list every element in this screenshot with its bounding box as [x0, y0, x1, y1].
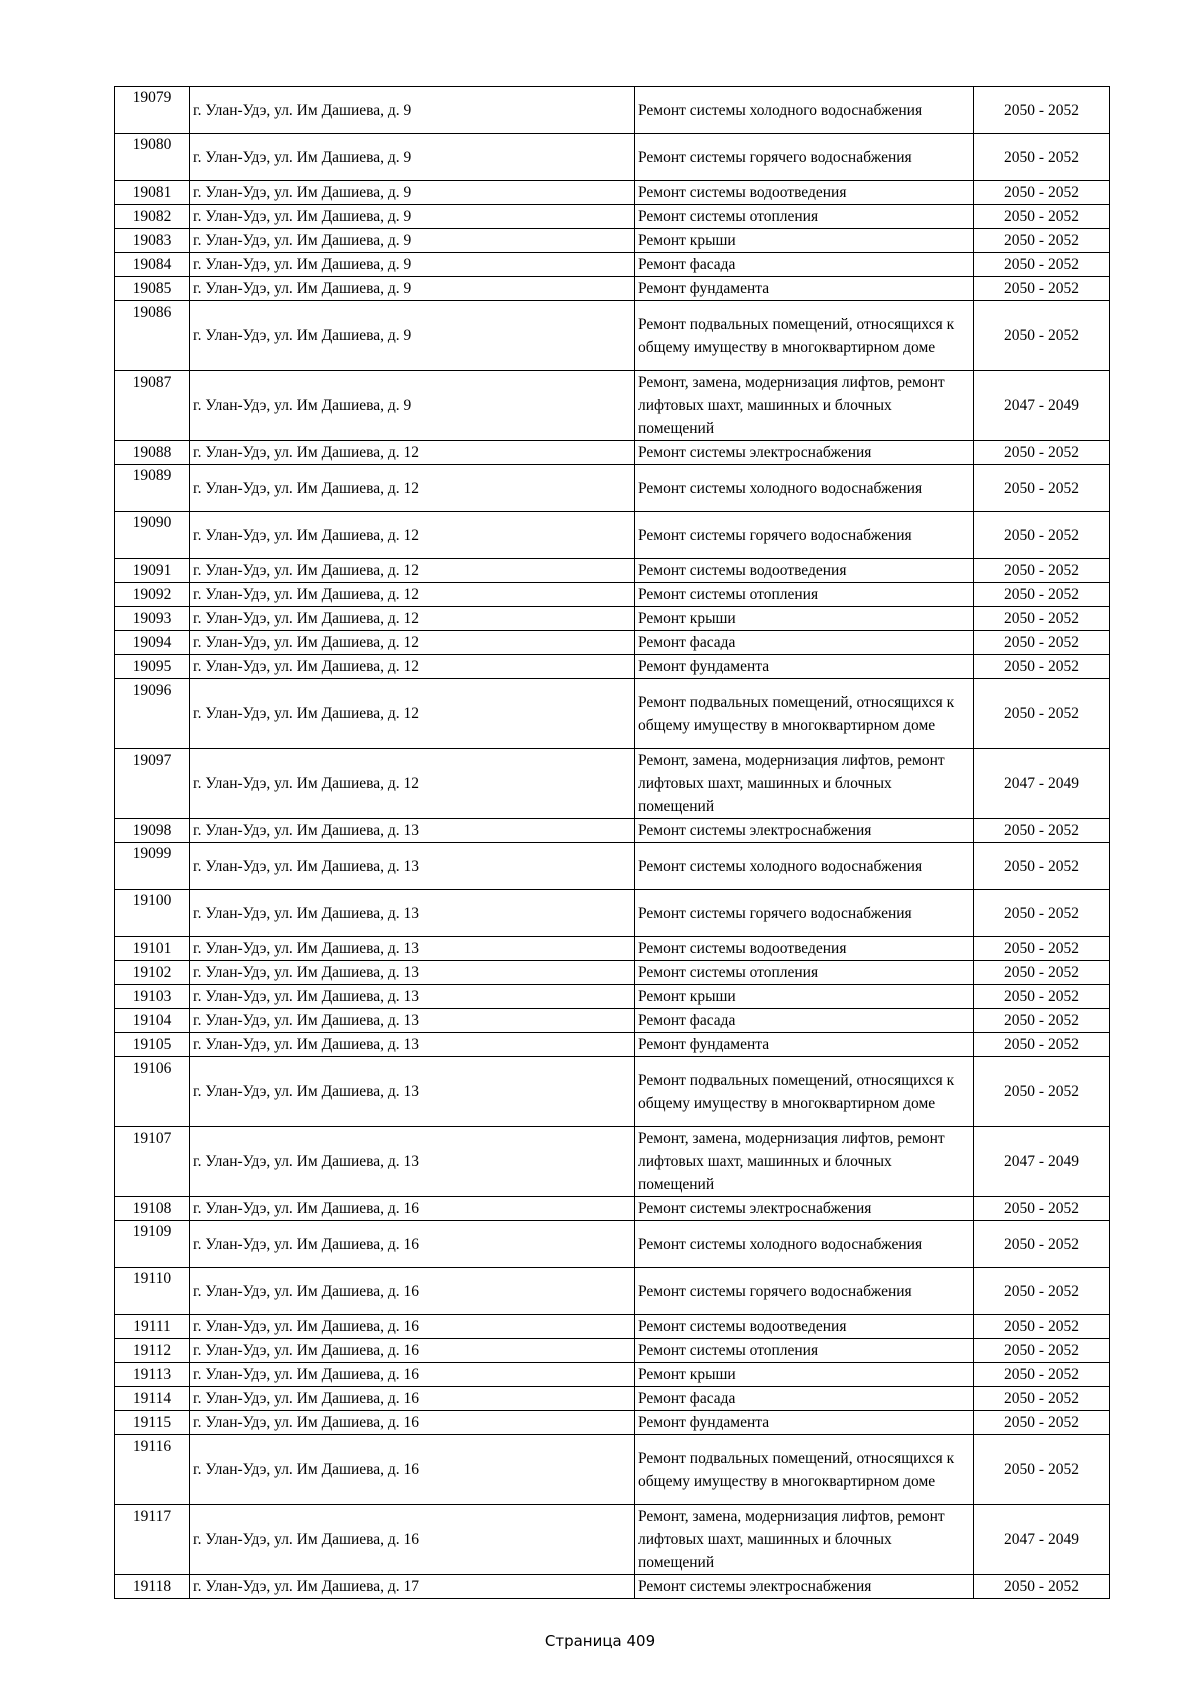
- table-row: [115, 1221, 1110, 1268]
- period-cell: 2050 - 2052: [974, 1575, 1110, 1599]
- work-type-cell: Ремонт крыши: [635, 1363, 974, 1387]
- work-type-cell: Ремонт системы электроснабжения: [635, 1575, 974, 1599]
- address-cell: г. Улан-Удэ, ул. Им Дашиева, д. 13: [190, 961, 635, 985]
- period-cell: 2050 - 2052: [974, 512, 1110, 559]
- period-cell: 2050 - 2052: [974, 134, 1110, 181]
- page-number: Страница 409: [544, 1632, 656, 1650]
- table-row: [115, 1009, 1110, 1033]
- row-id-cell: 19107: [115, 1127, 190, 1197]
- period-cell: 2050 - 2052: [974, 1197, 1110, 1221]
- row-id-cell: 19091: [115, 559, 190, 583]
- table-row: [115, 441, 1110, 465]
- table-row: [115, 301, 1110, 371]
- table-row: [115, 559, 1110, 583]
- row-id-cell: 19115: [115, 1411, 190, 1435]
- work-type-cell: Ремонт системы горячего водоснабжения: [635, 1268, 974, 1315]
- period-cell: 2050 - 2052: [974, 277, 1110, 301]
- address-cell: г. Улан-Удэ, ул. Им Дашиева, д. 13: [190, 1033, 635, 1057]
- work-type-cell: Ремонт системы водоотведения: [635, 181, 974, 205]
- table-row: [115, 890, 1110, 937]
- table-row: [115, 607, 1110, 631]
- period-cell: 2050 - 2052: [974, 843, 1110, 890]
- address-cell: г. Улан-Удэ, ул. Им Дашиева, д. 13: [190, 1009, 635, 1033]
- table-row: [115, 1197, 1110, 1221]
- table-row: [115, 749, 1110, 819]
- table-row: [115, 1033, 1110, 1057]
- period-cell: 2050 - 2052: [974, 631, 1110, 655]
- address-cell: г. Улан-Удэ, ул. Им Дашиева, д. 16: [190, 1411, 635, 1435]
- table-row: [115, 229, 1110, 253]
- address-cell: г. Улан-Удэ, ул. Им Дашиева, д. 16: [190, 1197, 635, 1221]
- period-cell: 2050 - 2052: [974, 559, 1110, 583]
- work-type-cell: Ремонт системы отопления: [635, 1339, 974, 1363]
- row-id-cell: 19111: [115, 1315, 190, 1339]
- row-id-cell: 19101: [115, 937, 190, 961]
- address-cell: г. Улан-Удэ, ул. Им Дашиева, д. 9: [190, 277, 635, 301]
- period-cell: 2047 - 2049: [974, 749, 1110, 819]
- work-type-cell: Ремонт системы водоотведения: [635, 559, 974, 583]
- table-row: [115, 937, 1110, 961]
- row-id-cell: 19104: [115, 1009, 190, 1033]
- table-row: [115, 1339, 1110, 1363]
- address-cell: г. Улан-Удэ, ул. Им Дашиева, д. 9: [190, 301, 635, 371]
- row-id-cell: 19089: [115, 465, 190, 512]
- work-type-cell: Ремонт системы горячего водоснабжения: [635, 134, 974, 181]
- table-row: [115, 961, 1110, 985]
- table-row: [115, 1315, 1110, 1339]
- row-id-cell: 19097: [115, 749, 190, 819]
- period-cell: 2050 - 2052: [974, 1411, 1110, 1435]
- table-row: [115, 1268, 1110, 1315]
- row-id-cell: 19092: [115, 583, 190, 607]
- period-cell: 2050 - 2052: [974, 441, 1110, 465]
- period-cell: 2050 - 2052: [974, 465, 1110, 512]
- row-id-cell: 19113: [115, 1363, 190, 1387]
- row-id-cell: 19103: [115, 985, 190, 1009]
- work-type-cell: Ремонт системы холодного водоснабжения: [635, 1221, 974, 1268]
- table-row: [115, 512, 1110, 559]
- address-cell: г. Улан-Удэ, ул. Им Дашиева, д. 16: [190, 1505, 635, 1575]
- work-type-cell: Ремонт подвальных помещений, относящихся к общему имуществу в многоквартирном доме: [635, 1057, 974, 1127]
- row-id-cell: 19088: [115, 441, 190, 465]
- table-row: [115, 1363, 1110, 1387]
- address-cell: г. Улан-Удэ, ул. Им Дашиева, д. 16: [190, 1221, 635, 1268]
- period-cell: 2050 - 2052: [974, 583, 1110, 607]
- address-cell: г. Улан-Удэ, ул. Им Дашиева, д. 13: [190, 890, 635, 937]
- row-id-cell: 19099: [115, 843, 190, 890]
- work-type-cell: Ремонт системы отопления: [635, 205, 974, 229]
- period-cell: 2050 - 2052: [974, 1033, 1110, 1057]
- address-cell: г. Улан-Удэ, ул. Им Дашиева, д. 12: [190, 679, 635, 749]
- period-cell: 2050 - 2052: [974, 1315, 1110, 1339]
- row-id-cell: 19112: [115, 1339, 190, 1363]
- address-cell: г. Улан-Удэ, ул. Им Дашиева, д. 12: [190, 583, 635, 607]
- row-id-cell: 19083: [115, 229, 190, 253]
- address-cell: г. Улан-Удэ, ул. Им Дашиева, д. 12: [190, 559, 635, 583]
- table-row: [115, 985, 1110, 1009]
- address-cell: г. Улан-Удэ, ул. Им Дашиева, д. 13: [190, 819, 635, 843]
- address-cell: г. Улан-Удэ, ул. Им Дашиева, д. 13: [190, 1057, 635, 1127]
- period-cell: 2047 - 2049: [974, 1127, 1110, 1197]
- address-cell: г. Улан-Удэ, ул. Им Дашиева, д. 16: [190, 1315, 635, 1339]
- work-type-cell: Ремонт системы отопления: [635, 583, 974, 607]
- period-cell: 2047 - 2049: [974, 1505, 1110, 1575]
- table-row: [115, 87, 1110, 134]
- period-cell: 2050 - 2052: [974, 87, 1110, 134]
- work-type-cell: Ремонт фундамента: [635, 1033, 974, 1057]
- row-id-cell: 19096: [115, 679, 190, 749]
- address-cell: г. Улан-Удэ, ул. Им Дашиева, д. 16: [190, 1435, 635, 1505]
- address-cell: г. Улан-Удэ, ул. Им Дашиева, д. 12: [190, 655, 635, 679]
- period-cell: 2050 - 2052: [974, 205, 1110, 229]
- row-id-cell: 19105: [115, 1033, 190, 1057]
- table-row: [115, 371, 1110, 441]
- period-cell: 2050 - 2052: [974, 1268, 1110, 1315]
- row-id-cell: 19082: [115, 205, 190, 229]
- address-cell: г. Улан-Удэ, ул. Им Дашиева, д. 12: [190, 749, 635, 819]
- row-id-cell: 19098: [115, 819, 190, 843]
- address-cell: г. Улан-Удэ, ул. Им Дашиева, д. 16: [190, 1363, 635, 1387]
- row-id-cell: 19081: [115, 181, 190, 205]
- period-cell: 2050 - 2052: [974, 181, 1110, 205]
- period-cell: 2050 - 2052: [974, 937, 1110, 961]
- row-id-cell: 19080: [115, 134, 190, 181]
- row-id-cell: 19106: [115, 1057, 190, 1127]
- period-cell: 2050 - 2052: [974, 655, 1110, 679]
- address-cell: г. Улан-Удэ, ул. Им Дашиева, д. 13: [190, 843, 635, 890]
- work-type-cell: Ремонт системы холодного водоснабжения: [635, 843, 974, 890]
- row-id-cell: 19090: [115, 512, 190, 559]
- table-row: [115, 465, 1110, 512]
- period-cell: 2050 - 2052: [974, 961, 1110, 985]
- address-cell: г. Улан-Удэ, ул. Им Дашиева, д. 16: [190, 1387, 635, 1411]
- work-type-cell: Ремонт, замена, модернизация лифтов, ремонт лифтовых шахт, машинных и блочных помещений: [635, 1127, 974, 1197]
- table-row: [115, 655, 1110, 679]
- row-id-cell: 19095: [115, 655, 190, 679]
- row-id-cell: 19086: [115, 301, 190, 371]
- address-cell: г. Улан-Удэ, ул. Им Дашиева, д. 9: [190, 371, 635, 441]
- period-cell: 2050 - 2052: [974, 1009, 1110, 1033]
- row-id-cell: 19094: [115, 631, 190, 655]
- address-cell: г. Улан-Удэ, ул. Им Дашиева, д. 16: [190, 1268, 635, 1315]
- work-type-cell: Ремонт подвальных помещений, относящихся к общему имуществу в многоквартирном доме: [635, 679, 974, 749]
- work-register-table: [114, 86, 1110, 1599]
- row-id-cell: 19079: [115, 87, 190, 134]
- row-id-cell: 19087: [115, 371, 190, 441]
- period-cell: 2050 - 2052: [974, 679, 1110, 749]
- address-cell: г. Улан-Удэ, ул. Им Дашиева, д. 16: [190, 1339, 635, 1363]
- address-cell: г. Улан-Удэ, ул. Им Дашиева, д. 12: [190, 607, 635, 631]
- address-cell: г. Улан-Удэ, ул. Им Дашиева, д. 9: [190, 205, 635, 229]
- address-cell: г. Улан-Удэ, ул. Им Дашиева, д. 9: [190, 253, 635, 277]
- work-type-cell: Ремонт системы электроснабжения: [635, 441, 974, 465]
- work-register-body: [115, 87, 1110, 1599]
- address-cell: г. Улан-Удэ, ул. Им Дашиева, д. 13: [190, 985, 635, 1009]
- table-row: [115, 843, 1110, 890]
- period-cell: 2050 - 2052: [974, 607, 1110, 631]
- table-row: [115, 631, 1110, 655]
- work-type-cell: Ремонт, замена, модернизация лифтов, ремонт лифтовых шахт, машинных и блочных помещений: [635, 371, 974, 441]
- table-row: [115, 1057, 1110, 1127]
- work-type-cell: Ремонт подвальных помещений, относящихся к общему имуществу в многоквартирном доме: [635, 1435, 974, 1505]
- row-id-cell: 19084: [115, 253, 190, 277]
- work-type-cell: Ремонт фасада: [635, 1387, 974, 1411]
- table-row: [115, 1575, 1110, 1599]
- period-cell: 2050 - 2052: [974, 1435, 1110, 1505]
- row-id-cell: 19110: [115, 1268, 190, 1315]
- address-cell: г. Улан-Удэ, ул. Им Дашиева, д. 12: [190, 441, 635, 465]
- period-cell: 2047 - 2049: [974, 371, 1110, 441]
- address-cell: г. Улан-Удэ, ул. Им Дашиева, д. 9: [190, 229, 635, 253]
- period-cell: 2050 - 2052: [974, 1363, 1110, 1387]
- row-id-cell: 19109: [115, 1221, 190, 1268]
- row-id-cell: 19116: [115, 1435, 190, 1505]
- row-id-cell: 19114: [115, 1387, 190, 1411]
- work-type-cell: Ремонт системы горячего водоснабжения: [635, 890, 974, 937]
- row-id-cell: 19100: [115, 890, 190, 937]
- period-cell: 2050 - 2052: [974, 819, 1110, 843]
- address-cell: г. Улан-Удэ, ул. Им Дашиева, д. 13: [190, 937, 635, 961]
- work-type-cell: Ремонт фасада: [635, 1009, 974, 1033]
- table-row: [115, 1127, 1110, 1197]
- address-cell: г. Улан-Удэ, ул. Им Дашиева, д. 9: [190, 87, 635, 134]
- work-type-cell: Ремонт, замена, модернизация лифтов, ремонт лифтовых шахт, машинных и блочных помещений: [635, 749, 974, 819]
- address-cell: г. Улан-Удэ, ул. Им Дашиева, д. 13: [190, 1127, 635, 1197]
- period-cell: 2050 - 2052: [974, 1387, 1110, 1411]
- period-cell: 2050 - 2052: [974, 229, 1110, 253]
- table-row: [115, 1435, 1110, 1505]
- work-type-cell: Ремонт крыши: [635, 607, 974, 631]
- address-cell: г. Улан-Удэ, ул. Им Дашиева, д. 9: [190, 181, 635, 205]
- work-type-cell: Ремонт крыши: [635, 985, 974, 1009]
- work-type-cell: Ремонт фундамента: [635, 1411, 974, 1435]
- row-id-cell: 19093: [115, 607, 190, 631]
- row-id-cell: 19117: [115, 1505, 190, 1575]
- work-type-cell: Ремонт системы водоотведения: [635, 1315, 974, 1339]
- work-type-cell: Ремонт, замена, модернизация лифтов, ремонт лифтовых шахт, машинных и блочных помещений: [635, 1505, 974, 1575]
- work-type-cell: Ремонт подвальных помещений, относящихся к общему имуществу в многоквартирном доме: [635, 301, 974, 371]
- table-row: [115, 1505, 1110, 1575]
- table-row: [115, 583, 1110, 607]
- row-id-cell: 19118: [115, 1575, 190, 1599]
- address-cell: г. Улан-Удэ, ул. Им Дашиева, д. 12: [190, 465, 635, 512]
- work-type-cell: Ремонт системы холодного водоснабжения: [635, 465, 974, 512]
- row-id-cell: 19108: [115, 1197, 190, 1221]
- work-type-cell: Ремонт фасада: [635, 253, 974, 277]
- work-type-cell: Ремонт крыши: [635, 229, 974, 253]
- table-row: [115, 181, 1110, 205]
- table-row: [115, 134, 1110, 181]
- work-type-cell: Ремонт системы электроснабжения: [635, 1197, 974, 1221]
- period-cell: 2050 - 2052: [974, 301, 1110, 371]
- table-row: [115, 253, 1110, 277]
- table-row: [115, 205, 1110, 229]
- table-row: [115, 819, 1110, 843]
- address-cell: г. Улан-Удэ, ул. Им Дашиева, д. 17: [190, 1575, 635, 1599]
- address-cell: г. Улан-Удэ, ул. Им Дашиева, д. 9: [190, 134, 635, 181]
- work-type-cell: Ремонт системы горячего водоснабжения: [635, 512, 974, 559]
- period-cell: 2050 - 2052: [974, 1057, 1110, 1127]
- work-type-cell: Ремонт фасада: [635, 631, 974, 655]
- table-row: [115, 277, 1110, 301]
- work-type-cell: Ремонт системы отопления: [635, 961, 974, 985]
- work-type-cell: Ремонт фундамента: [635, 655, 974, 679]
- work-type-cell: Ремонт системы электроснабжения: [635, 819, 974, 843]
- address-cell: г. Улан-Удэ, ул. Им Дашиева, д. 12: [190, 512, 635, 559]
- work-type-cell: Ремонт системы водоотведения: [635, 937, 974, 961]
- period-cell: 2050 - 2052: [974, 985, 1110, 1009]
- row-id-cell: 19102: [115, 961, 190, 985]
- work-type-cell: Ремонт системы холодного водоснабжения: [635, 87, 974, 134]
- period-cell: 2050 - 2052: [974, 890, 1110, 937]
- period-cell: 2050 - 2052: [974, 253, 1110, 277]
- table-row: [115, 1411, 1110, 1435]
- table-row: [115, 1387, 1110, 1411]
- row-id-cell: 19085: [115, 277, 190, 301]
- address-cell: г. Улан-Удэ, ул. Им Дашиева, д. 12: [190, 631, 635, 655]
- table-row: [115, 679, 1110, 749]
- work-type-cell: Ремонт фундамента: [635, 277, 974, 301]
- period-cell: 2050 - 2052: [974, 1221, 1110, 1268]
- period-cell: 2050 - 2052: [974, 1339, 1110, 1363]
